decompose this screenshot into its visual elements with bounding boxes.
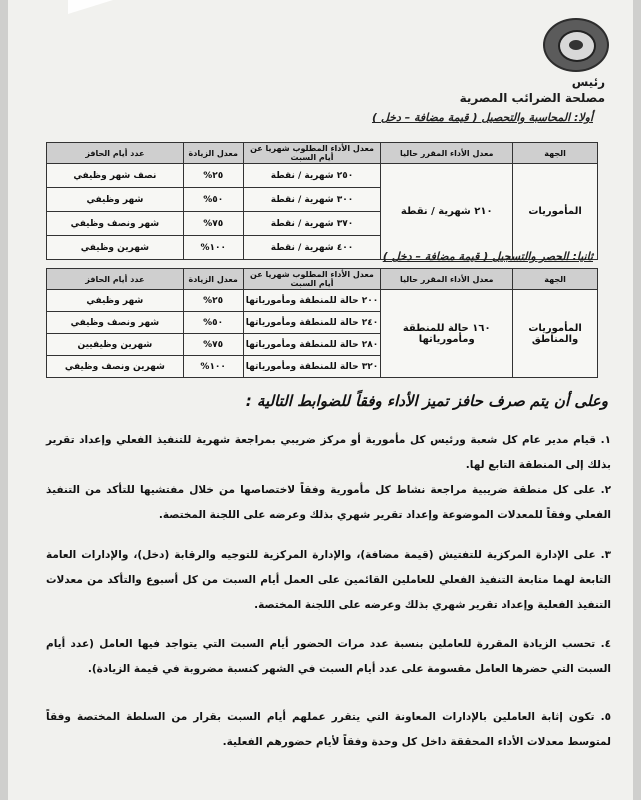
- rate-cell: ٧٥%: [183, 334, 243, 356]
- rules-title: وعلى أن يتم صرف حافز تميز الأداء وفقاً للضوابط التالية :: [245, 392, 608, 410]
- authority-logo: [543, 18, 609, 72]
- table-header: عدد أيام الحافز: [47, 143, 184, 164]
- required-cell: ٣٢٠ حالة للمنطقة ومأمورياتها: [243, 356, 381, 378]
- table-header: معدل الأداء المطلوب شهريا عن أيام السبت: [243, 269, 381, 290]
- rate-cell: ٢٥%: [183, 164, 243, 188]
- required-cell: ٣٠٠ شهرية / نقطة: [243, 188, 381, 212]
- incentive-cell: شهر ونصف وظيفي: [47, 212, 184, 236]
- table-header: معدل الزيادة: [183, 143, 243, 164]
- rate-cell: ٥٠%: [183, 188, 243, 212]
- incentive-cell: شهرين وظيفي: [47, 236, 184, 260]
- rate-cell: ٢٥%: [183, 290, 243, 312]
- entity-cell: المأموريات والمناطق: [513, 290, 598, 378]
- rule-item: ٥. تكون إثابة العاملين بالإدارات المعاونة التي يتقرر عملهم أيام السبت بقرار من السلطة المختصة وفقاً لمتوسط معدلات الأداء المحققة داخل كل وحدة وفقاً لأيام حضورهم الفعلية.: [46, 711, 611, 748]
- table-header: الجهة: [513, 143, 598, 164]
- header-title: رئيس: [571, 75, 605, 89]
- section1-subtitle: أولا: المحاسبة والتحصيل ( قيمة مضافة – دخل ): [371, 111, 593, 124]
- required-cell: ٣٧٠ شهرية / نقطة: [243, 212, 381, 236]
- table-header: معدل الأداء المطلوب شهريا عن أيام السبت: [243, 143, 381, 164]
- incentive-cell: شهرين ونصف وظيفي: [47, 356, 184, 378]
- incentive-cell: شهر وظيفي: [47, 290, 184, 312]
- incentive-cell: شهر ونصف وظيفي: [47, 312, 184, 334]
- rate-cell: ١٠٠%: [183, 356, 243, 378]
- required-cell: ٢٠٠ حالة للمنطقة ومأمورياتها: [243, 290, 381, 312]
- rule-item: ٣. على الإدارة المركزية للتفتيش (قيمة مضافة)، والإدارة المركزية للتوجيه والرقابة (دخل)، والإدارات العامة التابعة لهما متابعة التنفيذ الفعلي للعاملين القائمين على العمل أيام السبت من كل أسبوع والتأكد من معدلات التنفيذ الفعلية وإعداد تقرير شهري بذلك وعرضه على اللجنة المختصة.: [46, 549, 611, 611]
- table-row: [47, 164, 598, 188]
- required-cell: ٢٥٠ شهرية / نقطة: [243, 164, 381, 188]
- table-header: الجهة: [513, 269, 598, 290]
- rule-item: ١. قيام مدير عام كل شعبة ورئيس كل مأمورية أو مركز ضريبي بمراجعة شهرية للتنفيذ الفعلي وإعداد تقرير بذلك إلى المنطقة التابع لها.: [46, 434, 611, 471]
- rate-cell: ٥٠%: [183, 312, 243, 334]
- rate-cell: ٧٥%: [183, 212, 243, 236]
- current-rate-cell: ١٦٠ حالة للمنطقة ومأمورياتها: [381, 290, 513, 378]
- table-header: معدل الزيادة: [183, 269, 243, 290]
- table-header: عدد أيام الحافز: [47, 269, 184, 290]
- document-page: [8, 0, 633, 800]
- current-rate-cell: ٢١٠ شهرية / نقطة: [381, 164, 513, 260]
- incentive-cell: شهرين وظيفيين: [47, 334, 184, 356]
- entity-cell: المأموريات: [513, 164, 598, 260]
- required-cell: ٤٠٠ شهرية / نقطة: [243, 236, 381, 260]
- rate-cell: ١٠٠%: [183, 236, 243, 260]
- rule-item: ٢. على كل منطقة ضريبية مراجعة نشاط كل مأمورية وفقاً لاختصاصها من خلال مفتشيها للتأكد من التنفيذ الفعلي وفقاً للمعدلات الموضوعة وإعداد تقرير شهري بذلك وعرضه على اللجنة المختصة.: [46, 484, 611, 521]
- table-row: [47, 290, 598, 312]
- section2-subtitle: ثانيا: الحصر والتسجيل ( قيمة مضافة – دخل ): [382, 250, 593, 263]
- table-section1: [46, 142, 598, 260]
- table-header: معدل الأداء المقرر حاليا: [381, 269, 513, 290]
- page-fold: [68, 0, 113, 14]
- required-cell: ٢٤٠ حالة للمنطقة ومأمورياتها: [243, 312, 381, 334]
- incentive-cell: نصف شهر وظيفي: [47, 164, 184, 188]
- table-section2: [46, 268, 598, 378]
- required-cell: ٢٨٠ حالة للمنطقة ومأمورياتها: [243, 334, 381, 356]
- incentive-cell: شهر وظيفي: [47, 188, 184, 212]
- table-header: معدل الأداء المقرر حاليا: [381, 143, 513, 164]
- rule-item: ٤. تحسب الزيادة المقررة للعاملين بنسبة عدد مرات الحضور أيام السبت التي يتواجد فيها العامل (عدد أيام السبت التي حضرها العامل مقسومة على عدد أيام السبت في الشهر كنسبة مضروبة في قيمة الزيادة).: [46, 638, 611, 675]
- header-subtitle: مصلحة الضرائب المصرية: [459, 91, 605, 105]
